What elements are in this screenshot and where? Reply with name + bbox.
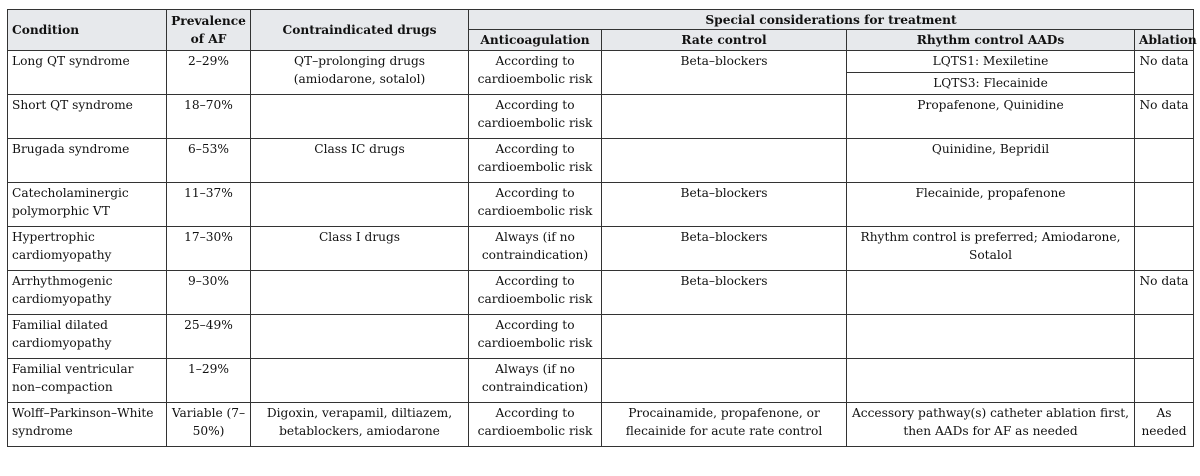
header-prevalence: Prevalence of AF <box>167 10 251 51</box>
cell-ablation: No data <box>1135 271 1194 315</box>
header-rhythm-control: Rhythm control AADs <box>847 30 1135 51</box>
cell-rhythm-control: Accessory pathway(s) catheter ablation first, then AADs for AF as needed <box>847 403 1135 447</box>
cell-condition: Wolff–Parkinson–White syndrome <box>8 403 167 447</box>
cell-ablation <box>1135 227 1194 271</box>
cell-rhythm-control: Quinidine, Bepridil <box>847 139 1135 183</box>
table-row <box>8 51 1194 73</box>
cell-rate-control: Beta–blockers <box>602 227 847 271</box>
cell-ablation: As needed <box>1135 403 1194 447</box>
table-row <box>8 227 1194 271</box>
header-ablation: Ablation <box>1135 30 1194 51</box>
cell-condition: Familial dilated cardiomyopathy <box>8 315 167 359</box>
cell-rhythm-control <box>847 315 1135 359</box>
cell-prevalence: Variable (7–50%) <box>167 403 251 447</box>
table-row <box>8 139 1194 183</box>
header-rate-control: Rate control <box>602 30 847 51</box>
cell-ablation <box>1135 139 1194 183</box>
cell-rhythm-control: LQTS1: Mexiletine <box>847 51 1135 73</box>
cell-rhythm-control: Propafenone, Quinidine <box>847 95 1135 139</box>
cell-contraindicated <box>251 315 469 359</box>
cell-prevalence: 1–29% <box>167 359 251 403</box>
header-contraindicated: Contraindicated drugs <box>251 10 469 51</box>
cell-contraindicated: Class I drugs <box>251 227 469 271</box>
cell-anticoagulation: According to cardioembolic risk <box>469 271 602 315</box>
table-row <box>8 271 1194 315</box>
treatment-table <box>7 9 1197 447</box>
cell-condition: Hypertrophic cardiomyopathy <box>8 227 167 271</box>
cell-rate-control: Beta–blockers <box>602 51 847 95</box>
cell-contraindicated <box>251 95 469 139</box>
cell-rate-control <box>602 315 847 359</box>
cell-condition: Catecholaminergic polymorphic VT <box>8 183 167 227</box>
table-row <box>8 315 1194 359</box>
table-row <box>8 359 1194 403</box>
cell-rhythm-control <box>847 359 1135 403</box>
header-condition: Condition <box>8 10 167 51</box>
cell-rhythm-control: Flecainide, propafenone <box>847 183 1135 227</box>
table-body <box>8 51 1194 447</box>
cell-prevalence: 2–29% <box>167 51 251 95</box>
cell-rate-control <box>602 139 847 183</box>
cell-rate-control: Beta–blockers <box>602 271 847 315</box>
cell-anticoagulation: According to cardioembolic risk <box>469 51 602 95</box>
cell-ablation: No data <box>1135 51 1194 95</box>
cell-contraindicated <box>251 359 469 403</box>
cell-prevalence: 25–49% <box>167 315 251 359</box>
header-special-considerations: Special considerations for treatment <box>469 10 1194 30</box>
cell-rate-control <box>602 95 847 139</box>
cell-anticoagulation: According to cardioembolic risk <box>469 315 602 359</box>
table-row <box>8 403 1194 447</box>
cell-contraindicated: Digoxin, verapamil, diltiazem, betablockers, amiodarone <box>251 403 469 447</box>
cell-anticoagulation: Always (if no contraindication) <box>469 227 602 271</box>
cell-condition: Arrhythmogenic cardiomyopathy <box>8 271 167 315</box>
cell-prevalence: 9–30% <box>167 271 251 315</box>
table-row <box>8 95 1194 139</box>
cell-ablation: No data <box>1135 95 1194 139</box>
cell-condition: Familial ventricular non–compaction <box>8 359 167 403</box>
cell-anticoagulation: According to cardioembolic risk <box>469 95 602 139</box>
table-header <box>8 10 1197 51</box>
cell-rate-control: Beta–blockers <box>602 183 847 227</box>
table-row <box>8 183 1194 227</box>
cell-rhythm-control: Rhythm control is preferred; Amiodarone, Sotalol <box>847 227 1135 271</box>
cell-ablation <box>1135 359 1194 403</box>
cell-prevalence: 18–70% <box>167 95 251 139</box>
cell-anticoagulation: According to cardioembolic risk <box>469 403 602 447</box>
cell-contraindicated: QT–prolonging drugs (amiodarone, sotalol) <box>251 51 469 95</box>
cell-rate-control <box>602 359 847 403</box>
cell-contraindicated: Class IC drugs <box>251 139 469 183</box>
cell-anticoagulation: According to cardioembolic risk <box>469 139 602 183</box>
cell-prevalence: 17–30% <box>167 227 251 271</box>
cell-rhythm-control <box>847 271 1135 315</box>
cell-condition: Long QT syndrome <box>8 51 167 95</box>
cell-ablation <box>1135 183 1194 227</box>
cell-contraindicated <box>251 271 469 315</box>
cell-condition: Short QT syndrome <box>8 95 167 139</box>
cell-ablation <box>1135 315 1194 359</box>
cell-rhythm-control: LQTS3: Flecainide <box>847 73 1135 95</box>
header-anticoagulation: Anticoagulation <box>469 30 602 51</box>
cell-anticoagulation: Always (if no contraindication) <box>469 359 602 403</box>
cell-prevalence: 6–53% <box>167 139 251 183</box>
cell-condition: Brugada syndrome <box>8 139 167 183</box>
cell-contraindicated <box>251 183 469 227</box>
cell-rate-control: Procainamide, propafenone, or flecainide for acute rate control <box>602 403 847 447</box>
cell-prevalence: 11–37% <box>167 183 251 227</box>
cell-anticoagulation: According to cardioembolic risk <box>469 183 602 227</box>
